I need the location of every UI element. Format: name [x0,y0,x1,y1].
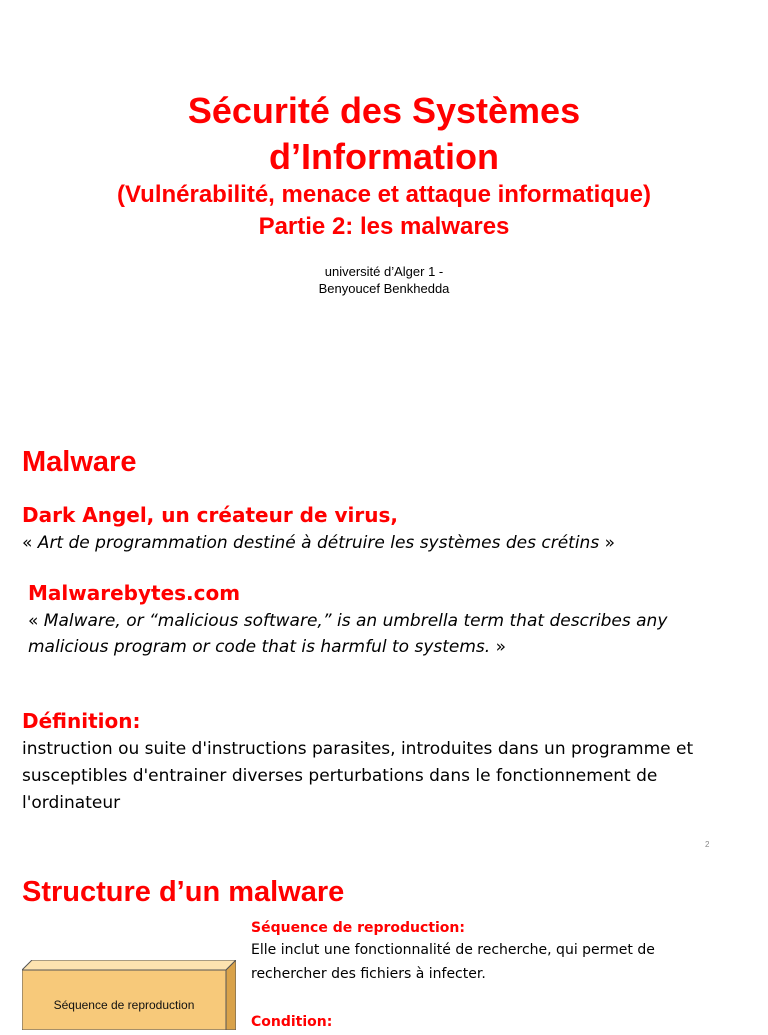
definition-text [22,736,762,817]
source1-quote [22,530,752,556]
slide1-author-line1: université d’Alger 1 - [324,264,444,279]
section1-line2: rechercher des fichiers à infecter. [251,966,486,982]
source2-name: Malwarebytes.com [28,581,241,605]
definition-line3: l'ordinateur [22,793,121,813]
slide1-part: Partie 2: les malwares [258,213,510,240]
quote-line2: malicious program or code that is harmful to systems. [28,637,496,657]
source2-quote [28,608,758,660]
slide1-title-line2: d’Information [269,136,499,177]
section1-line1: Elle inclut une fonctionnalité de recherche, qui permet de [251,942,655,958]
slide1-title [0,88,768,180]
block-label: Séquence de reproduction [53,998,195,1012]
open-quote: « [28,611,39,631]
page-number: 2 [705,840,710,849]
close-quote: » [604,533,616,553]
definition-line2: susceptibles d'entrainer diverses perturbations dans le fonctionnement de [22,766,658,786]
definition-label: Définition: [22,709,141,733]
slide1-author [0,263,768,297]
quote-text: Art de programmation destiné à détruire les systèmes des crétins [32,533,605,553]
close-quote: » [495,637,507,657]
slide3-heading: Structure d’un malware [22,876,345,908]
section1-label: Séquence de reproduction: [251,920,465,936]
reproduction-block [22,960,236,1030]
section2-label: Condition: [251,1014,333,1030]
slide1-title-line1: Sécurité des Systèmes [187,90,581,131]
block-shape [22,960,236,1030]
slide2-heading: Malware [22,446,137,478]
quote-line1: Malware, or “malicious software,” is an umbrella term that describes any [38,611,668,631]
slide1-subtitle: (Vulnérabilité, menace et attaque informatique) [117,181,651,208]
slide1-author-line2: Benyoucef Benkhedda [318,281,450,296]
open-quote: « [22,533,33,553]
definition-line1: instruction ou suite d'instructions parasites, introduites dans un programme et [22,739,694,759]
section1-text [251,938,655,986]
source1-name: Dark Angel, un créateur de virus, [22,503,398,527]
